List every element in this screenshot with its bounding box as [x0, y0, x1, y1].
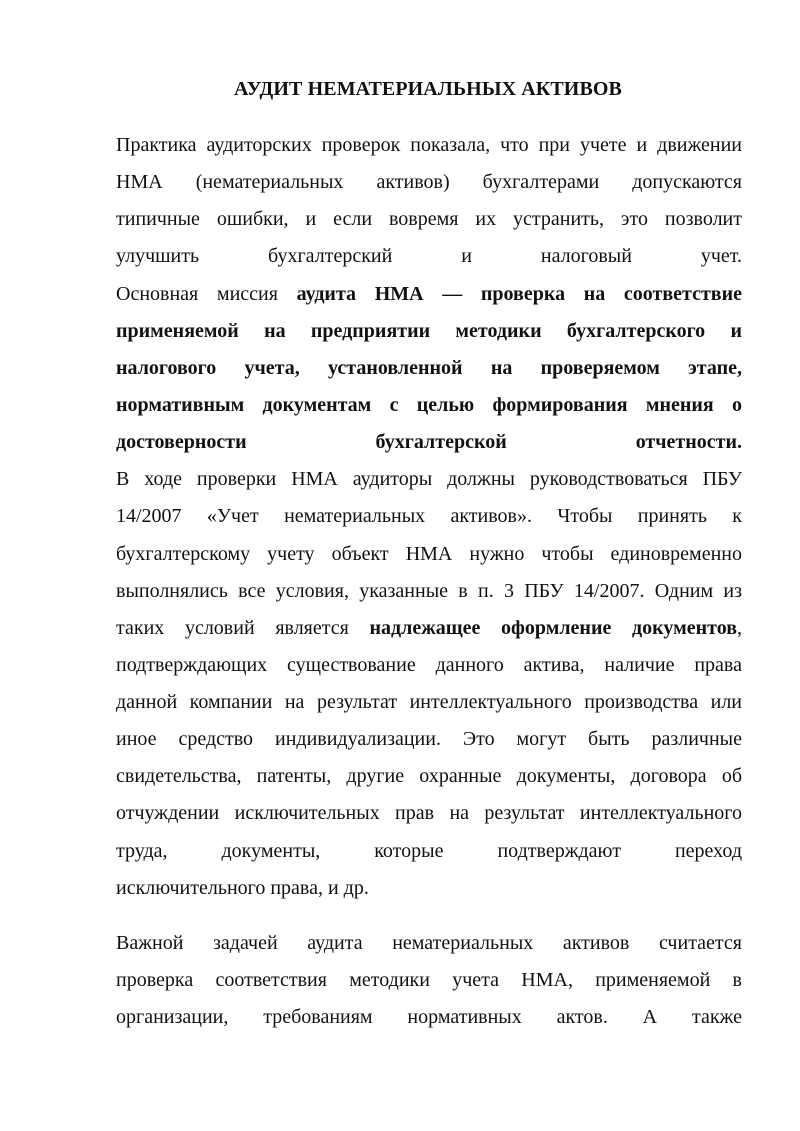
text-line: типичные ошибки, и если вовремя их устранить, это позволит — [116, 208, 742, 230]
text-line: свидетельства, патенты, другие охранные документы, договора об — [116, 765, 742, 787]
text-line-mixed — [116, 615, 742, 641]
text-line-bold — [116, 429, 742, 455]
text-line-bold — [116, 392, 742, 418]
text-line: Практика аудиторских проверок показала, что при учете и движении — [116, 134, 742, 156]
text-line-mixed — [116, 281, 742, 307]
text-line: иное средство индивидуализации. Это могут быть различные — [116, 728, 742, 750]
text-line: организации, требованиям нормативных актов. А также — [116, 1006, 742, 1028]
text-line: подтверждающих существование данного актива, наличие права — [116, 654, 742, 676]
text-line: исключительного права, и др. — [116, 877, 369, 899]
text-line-bold — [116, 318, 742, 344]
text-bold: аудита НМА — проверка на соответствие — [296, 283, 742, 305]
text-line: данной компании на результат интеллектуального производства или — [116, 691, 742, 713]
text-line-bold — [116, 355, 742, 381]
text-line: отчуждении исключительных прав на результат интеллектуального — [116, 802, 742, 824]
text-line: бухгалтерскому учету объект НМА нужно чтобы единовременно — [116, 543, 742, 565]
text-normal: , — [737, 617, 742, 639]
text-line: проверка соответствия методики учета НМА, применяемой в — [116, 969, 742, 991]
text-normal: Основная миссия — [116, 283, 297, 305]
text-bold: достоверности бухгалтерской отчетности. — [116, 431, 742, 453]
text-line: выполнялись все условия, указанные в п. 3 ПБУ 14/2007. Одним из — [116, 580, 742, 602]
text-line: Важной задачей аудита нематериальных активов считается — [116, 932, 742, 954]
text-line: НМА (нематериальных активов) бухгалтерами допускаются — [116, 171, 742, 193]
text-bold: применяемой на предприятии методики бухгалтерского и — [116, 320, 742, 342]
text-bold: налогового учета, установленной на проверяемом этапе, — [116, 357, 742, 379]
text-bold: надлежащее оформление документов — [369, 617, 737, 639]
text-line: В ходе проверки НМА аудиторы должны руководствоваться ПБУ — [116, 468, 742, 490]
text-line: труда, документы, которые подтверждают переход — [116, 840, 742, 862]
text-line: улучшить бухгалтерский и налоговый учет. — [116, 245, 742, 267]
document-title: АУДИТ НЕМАТЕРИАЛЬНЫХ АКТИВОВ — [234, 78, 622, 100]
text-bold: нормативным документам с целью формирования мнения о — [116, 394, 742, 416]
text-line: 14/2007 «Учет нематериальных активов». Чтобы принять к — [116, 505, 742, 527]
text-normal: таких условий является — [116, 617, 370, 639]
